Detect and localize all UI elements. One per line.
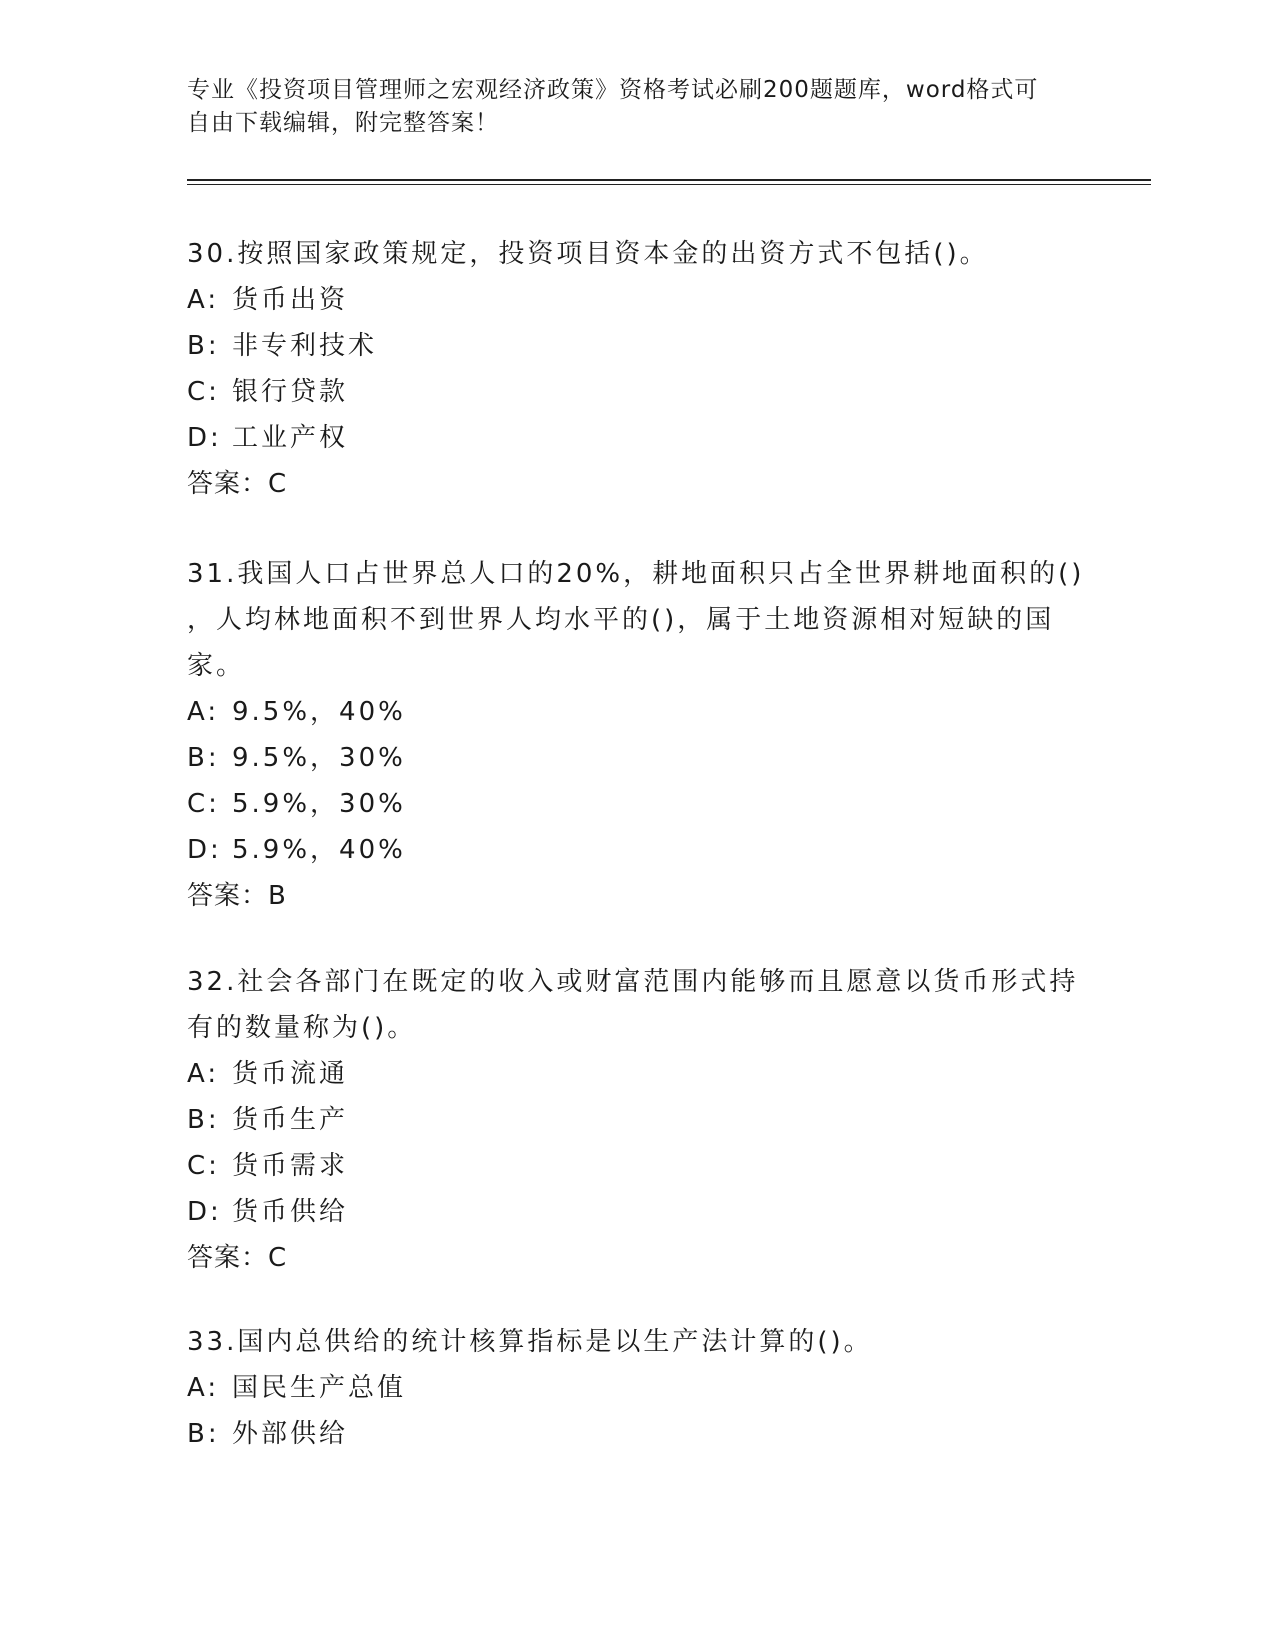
- option-letter: C:: [187, 377, 220, 407]
- option-text: 9.5%，30%: [232, 743, 406, 773]
- stem-line: ，人均林地面积不到世界人均水平的()，属于土地资源相对短缺的国: [187, 605, 1055, 635]
- question-stem: [187, 959, 1087, 1051]
- question-30: [187, 231, 1087, 507]
- stem-line: 30.按照国家政策规定，投资项目资本金的出资方式不包括()。: [187, 239, 989, 269]
- option-d: [187, 415, 1087, 461]
- question-33: [187, 1319, 1087, 1457]
- option-letter: D:: [187, 423, 222, 453]
- answer-line: 答案：C: [187, 1243, 288, 1273]
- option-text: 非专利技术: [232, 331, 378, 361]
- option-letter: A:: [187, 1373, 220, 1403]
- option-text: 货币需求: [232, 1151, 349, 1181]
- option-letter: C:: [187, 1151, 220, 1181]
- option-c: [187, 781, 1087, 827]
- option-letter: B:: [187, 331, 220, 361]
- question-stem: [187, 231, 1087, 277]
- option-text: 货币生产: [232, 1105, 349, 1135]
- option-text: 货币流通: [232, 1059, 349, 1089]
- option-text: 5.9%，40%: [232, 835, 406, 865]
- option-letter: B:: [187, 1105, 220, 1135]
- option-text: 国民生产总值: [232, 1373, 407, 1403]
- option-b: [187, 1097, 1087, 1143]
- option-c: [187, 1143, 1087, 1189]
- option-a: [187, 1365, 1087, 1411]
- option-text: 银行贷款: [232, 377, 349, 407]
- option-letter: D:: [187, 835, 222, 865]
- option-letter: A:: [187, 697, 220, 727]
- header-line-2: 自由下载编辑，附完整答案！: [187, 110, 499, 136]
- option-b: [187, 323, 1087, 369]
- option-letter: C:: [187, 789, 220, 819]
- option-b: [187, 1411, 1087, 1457]
- option-letter: A:: [187, 285, 220, 315]
- stem-line: 31.我国人口占世界总人口的20%，耕地面积只占全世界耕地面积的(): [187, 559, 1085, 589]
- option-d: [187, 827, 1087, 873]
- option-a: [187, 689, 1087, 735]
- option-text: 9.5%，40%: [232, 697, 406, 727]
- header-divider-thick: [187, 179, 1151, 181]
- option-letter: A:: [187, 1059, 220, 1089]
- question-stem: [187, 1319, 1087, 1365]
- stem-line: 33.国内总供给的统计核算指标是以生产法计算的()。: [187, 1327, 873, 1357]
- answer-line: 答案：B: [187, 881, 287, 911]
- header-line-1: 专业《投资项目管理师之宏观经济政策》资格考试必刷200题题库，word格式可: [187, 77, 1039, 103]
- document-header: [187, 74, 1087, 140]
- option-text: 5.9%，30%: [232, 789, 406, 819]
- option-d: [187, 1189, 1087, 1235]
- option-text: 工业产权: [232, 423, 349, 453]
- option-text: 货币供给: [232, 1197, 349, 1227]
- stem-line: 家。: [187, 651, 246, 681]
- option-c: [187, 369, 1087, 415]
- question-31: [187, 551, 1087, 919]
- question-32: [187, 959, 1087, 1281]
- option-letter: B:: [187, 743, 220, 773]
- option-a: [187, 277, 1087, 323]
- header-divider-thin: [187, 184, 1151, 185]
- option-text: 外部供给: [232, 1419, 349, 1449]
- stem-line: 有的数量称为()。: [187, 1013, 417, 1043]
- option-b: [187, 735, 1087, 781]
- question-stem: [187, 551, 1087, 689]
- stem-line: 32.社会各部门在既定的收入或财富范围内能够而且愿意以货币形式持: [187, 967, 1079, 997]
- option-text: 货币出资: [232, 285, 349, 315]
- option-a: [187, 1051, 1087, 1097]
- answer-line: 答案：C: [187, 469, 288, 499]
- option-letter: D:: [187, 1197, 222, 1227]
- option-letter: B:: [187, 1419, 220, 1449]
